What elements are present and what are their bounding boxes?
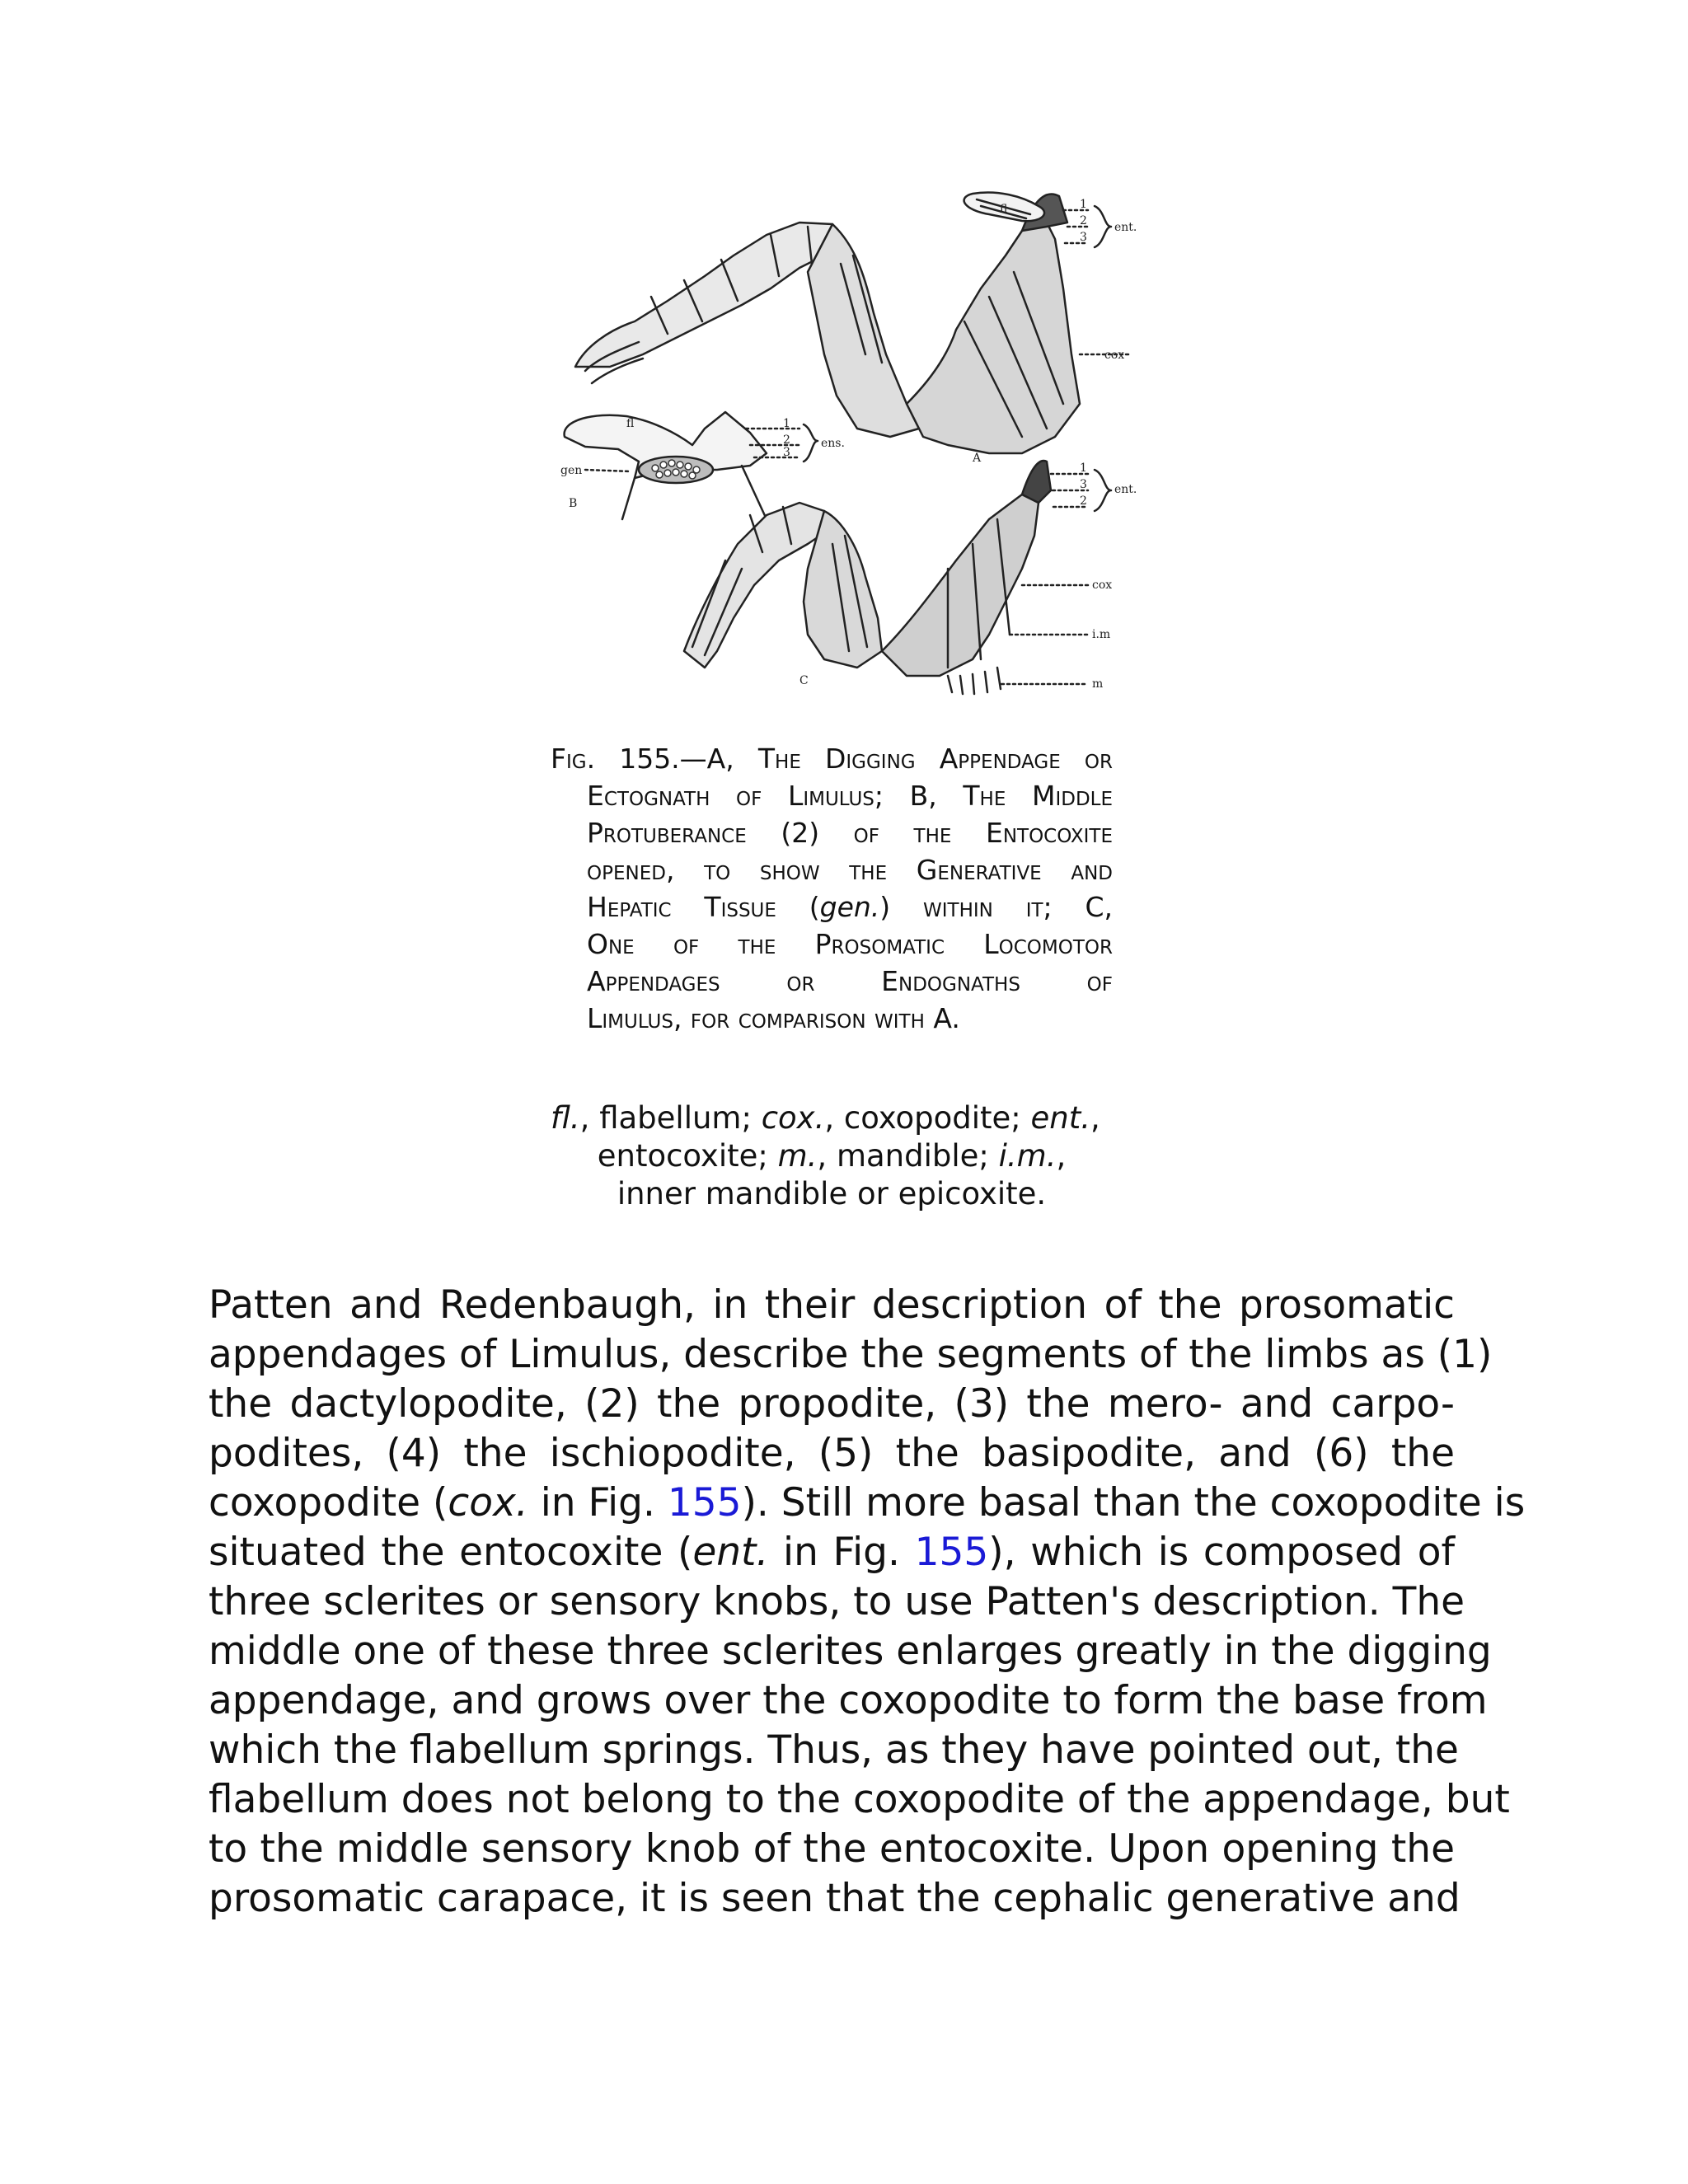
body-line: flabellum does not belong to the coxopodite of the appendage, but	[209, 1777, 1510, 1822]
caption-line: opened, to show the Generative and	[587, 854, 1113, 886]
caption-line: Protuberance (2) of the Entocoxite	[587, 817, 1113, 849]
figure-legend	[551, 1099, 1113, 1213]
body-line: to the middle sensory knob of the entocoxite. Upon opening the	[209, 1826, 1455, 1872]
body-line: podites, (4) the ischiopodite, (5) the basipodite, and (6) the	[209, 1431, 1455, 1476]
caption-line: Hepatic Tissue (gen.) within it; C,	[587, 891, 1114, 923]
caption-line: Limulus, for comparison with A.	[587, 1002, 960, 1034]
body-line: which the flabellum springs. Thus, as they have pointed out, the	[209, 1727, 1459, 1773]
caption-line: Ectognath of Limulus; B, The Middle	[587, 780, 1113, 812]
fig-label-1-c: 1	[1080, 462, 1087, 475]
legend-line: fl., flabellum; cox., coxopodite; ent.,	[551, 1100, 1100, 1136]
fig-label-cox-c: cox	[1092, 579, 1113, 592]
figure-155-illustration	[560, 190, 1137, 733]
fig-label-m-c: m	[1092, 677, 1104, 691]
body-paragraph	[209, 1281, 1526, 1924]
body-line: Patten and Redenbaugh, in their description of the prosomatic	[209, 1282, 1455, 1328]
body-line: appendages of Limulus, describe the segments of the limbs as (1)	[209, 1332, 1493, 1377]
legend-line: inner mandible or epicoxite.	[617, 1176, 1047, 1212]
fig-label-fl-b: fl	[626, 417, 635, 430]
figure-caption	[551, 740, 1113, 1037]
body-line: middle one of these three sclerites enlarges greatly in the digging	[209, 1629, 1492, 1674]
figure-link[interactable]: 155	[914, 1530, 989, 1575]
body-line: coxopodite (cox. in Fig. 155). Still more basal than the coxopodite is	[209, 1480, 1526, 1526]
body-line: prosomatic carapace, it is seen that the cephalic generative and	[209, 1876, 1461, 1921]
fig-label-1-b: 1	[783, 417, 790, 430]
fig-label-im-c: i.m	[1092, 628, 1111, 641]
body-line: the dactylopodite, (2) the propodite, (3) the mero- and carpo-	[209, 1381, 1455, 1427]
fig-label-fl-a: fl	[1000, 203, 1008, 216]
fig-label-3-b: 3	[783, 446, 790, 459]
fig-label-2-a: 2	[1080, 214, 1087, 227]
caption-line: Fig. 155.—A, The Digging Appendage or	[551, 743, 1113, 775]
body-line: appendage, and grows over the coxopodite to form the base from	[209, 1678, 1488, 1723]
fig-label-gen: gen	[560, 464, 583, 477]
fig-label-b: B	[569, 497, 578, 510]
legend-line: entocoxite; m., mandible; i.m.,	[597, 1138, 1067, 1174]
fig-label-3-a: 3	[1080, 231, 1087, 244]
caption-line: One of the Prosomatic Locomotor	[587, 928, 1113, 960]
fig-label-3-c: 3	[1080, 478, 1087, 491]
caption-line: Appendages or Endognaths of	[587, 965, 1113, 997]
fig-label-ent-a: ent.	[1114, 221, 1137, 234]
figure-link[interactable]: 155	[667, 1480, 742, 1526]
fig-label-c: C	[799, 674, 809, 687]
fig-label-1-a: 1	[1080, 198, 1087, 211]
limulus-appendage-drawing	[560, 190, 1137, 733]
body-line: situated the entocoxite (ent. in Fig. 155), which is composed of	[209, 1530, 1456, 1575]
fig-label-ens-b: ens.	[821, 437, 845, 450]
fig-label-2-c: 2	[1080, 494, 1087, 508]
fig-label-cox-a: cox	[1104, 349, 1125, 362]
fig-label-a: A	[973, 452, 982, 465]
fig-label-ent-c: ent.	[1114, 483, 1137, 496]
body-line: three sclerites or sensory knobs, to use Patten's description. The	[209, 1579, 1465, 1624]
fig-label-2-b: 2	[783, 434, 790, 447]
